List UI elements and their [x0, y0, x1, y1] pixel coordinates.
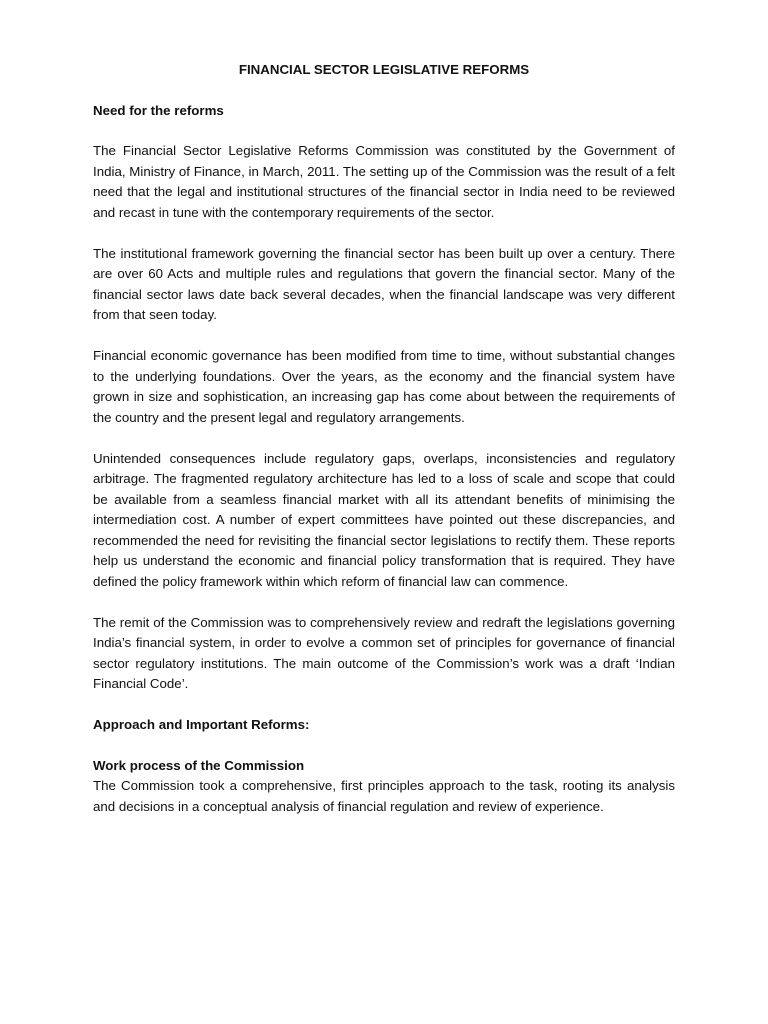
paragraph-2: The institutional framework governing the financial sector has been built up over a century. There are over 60 Acts and multiple rules and regulations that govern the financial sector. Many of the financial sector laws date back several decades, when the financial landscape was very different from that seen today. [93, 245, 675, 322]
document-page [93, 60, 675, 838]
paragraph-5: The remit of the Commission was to comprehensively review and redraft the legislations governing India’s financial system, in order to evolve a common set of principles for governance of financial sector regulatory institutions. The main outcome of the Commission’s work was a draft ‘Indian Financial Code’. [93, 614, 675, 691]
paragraph-1: The Financial Sector Legislative Reforms Commission was constituted by the Government of India, Ministry of Finance, in March, 2011. The setting up of the Commission was the result of a felt need that the legal and institutional structures of the financial sector in India need to be reviewed and recast in tune with the contemporary requirements of the sector. [93, 143, 675, 220]
paragraph-3: Financial economic governance has been modified from time to time, without substantial changes to the underlying foundations. Over the years, as the economy and the financial system have grown in size and sophistication, an increasing gap has come about between the requirements of the country and the present legal and regulatory arrangements. [93, 348, 675, 425]
section-heading-work-process: Work process of the Commission [93, 757, 305, 773]
section-heading-need: Need for the reforms [93, 102, 224, 118]
paragraph-work-process: The Commission took a comprehensive, first principles approach to the task, rooting its analysis and decisions in a conceptual analysis of financial regulation and review of experience. [93, 778, 675, 814]
section-heading-approach: Approach and Important Reforms: [93, 717, 310, 732]
document-title: FINANCIAL SECTOR LEGISLATIVE REFORMS [238, 62, 530, 77]
paragraph-4: Unintended consequences include regulatory gaps, overlaps, inconsistencies and regulatory arbitrage. The fragmented regulatory architecture has led to a loss of scale and scope that could be available from a seamless financial market with all its attendant benefits of minimising the intermediation cost. A number of expert committees have pointed out these discrepancies, and recommended the need for revisiting the financial sector legislations to rectify them. These reports help us understand the economic and financial policy transformation that is required. They have defined the policy framework within which reform of financial law can commence. [93, 450, 675, 589]
